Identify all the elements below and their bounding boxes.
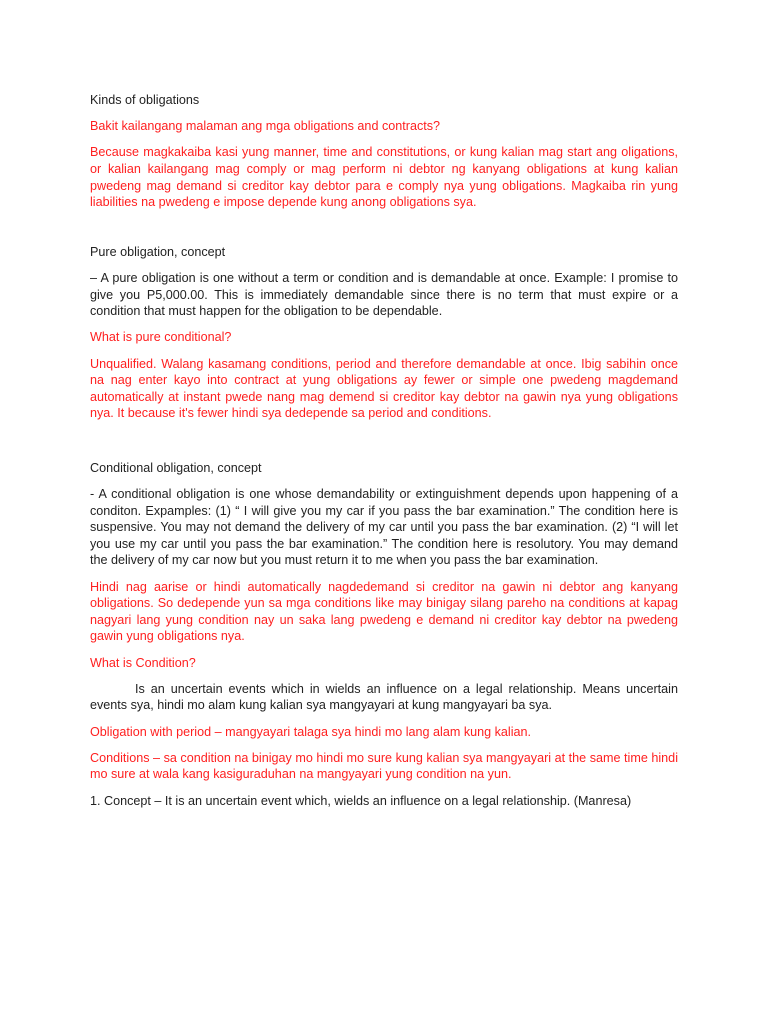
answer-what-is-condition: Is an uncertain events which in wields an influence on a legal relationship. Means uncertain events sya, hindi mo alam kung kalian sya mangyayari at kung mangyayari ba sya. bbox=[90, 681, 678, 713]
conditions-note: Conditions – sa condition na binigay mo hindi mo sure kung kalian sya mangyayari at the same time hindi mo sure at wala kang kasiguraduhan na mangyayari yung condition na yun. bbox=[90, 750, 678, 782]
answer-conditional-obligation: Hindi nag aarise or hindi automatically nagdedemand si creditor na gawin ni debtor ang kanyang obligations. So dedepende yun sa mga conditions like may binigay silang pareho na conditions at kapag nagyari lang yung condition nay un saka lang pwedeng e demand ni creditor kay debtor na pwedeng gawin yung obligations nya. bbox=[90, 579, 678, 644]
heading-conditional-obligation: Conditional obligation, concept bbox=[90, 460, 262, 475]
conditional-obligation-definition: - A conditional obligation is one whose demandability or extinguishment depends upon happening of a conditon. Expamples: (1) “ I will give you my car if you pass the bar examination.” The condition here is suspensive. You may not demand the delivery of my car until you pass the bar examination. (2) “I will let you use my car until you pass the bar examination.” The condition here is resolutory. You may demand the delivery of my car now but you must return it to me when you pass the bar examination. bbox=[90, 487, 678, 568]
document-title: Kinds of obligations bbox=[90, 93, 200, 107]
document-page bbox=[90, 92, 678, 819]
answer-why-learn: Because magkakaiba kasi yung manner, time and constitutions, or kung kalian mag start ang oligations, or kalian kailangang mag comply or mag perform ni debtor ng kanyang obligations at kung kalian pwedeng mag demand si creditor kay debtor para e comply nya yung obligations. Magkaiba rin yung liabilities na pwedeng e impose depende kung anong obligations sya. bbox=[90, 145, 678, 210]
concept-item: 1. Concept – It is an uncertain event which, wields an influence on a legal relationship. (Manresa) bbox=[90, 793, 632, 808]
answer-pure-conditional: Unqualified. Walang kasamang conditions, period and therefore demandable at once. Ibig sabihin once na nag enter kayo into contract at yung obligations ay fewer or simple one pwedeng magdemand automatically at instant pwede nang mag demend si creditor kay debtor na gawin nya yung obligations nya. It because it's fewer hindi sya dedepende sa period and conditions. bbox=[90, 356, 678, 421]
question-what-is-condition: What is Condition? bbox=[90, 655, 196, 670]
obligation-with-period-note: Obligation with period – mangyayari talaga sya hindi mo lang alam kung kalian. bbox=[90, 724, 532, 739]
pure-obligation-definition: – A pure obligation is one without a term or condition and is demandable at once. Example: I promise to give you P5,000.00. This is immediately demandable since there is no term that must expire or a condition that must happen for the obligation to be dependable. bbox=[90, 270, 678, 319]
heading-pure-obligation: Pure obligation, concept bbox=[90, 244, 226, 259]
question-why-learn: Bakit kailangang malaman ang mga obligations and contracts? bbox=[90, 119, 441, 134]
question-pure-conditional: What is pure conditional? bbox=[90, 330, 232, 345]
